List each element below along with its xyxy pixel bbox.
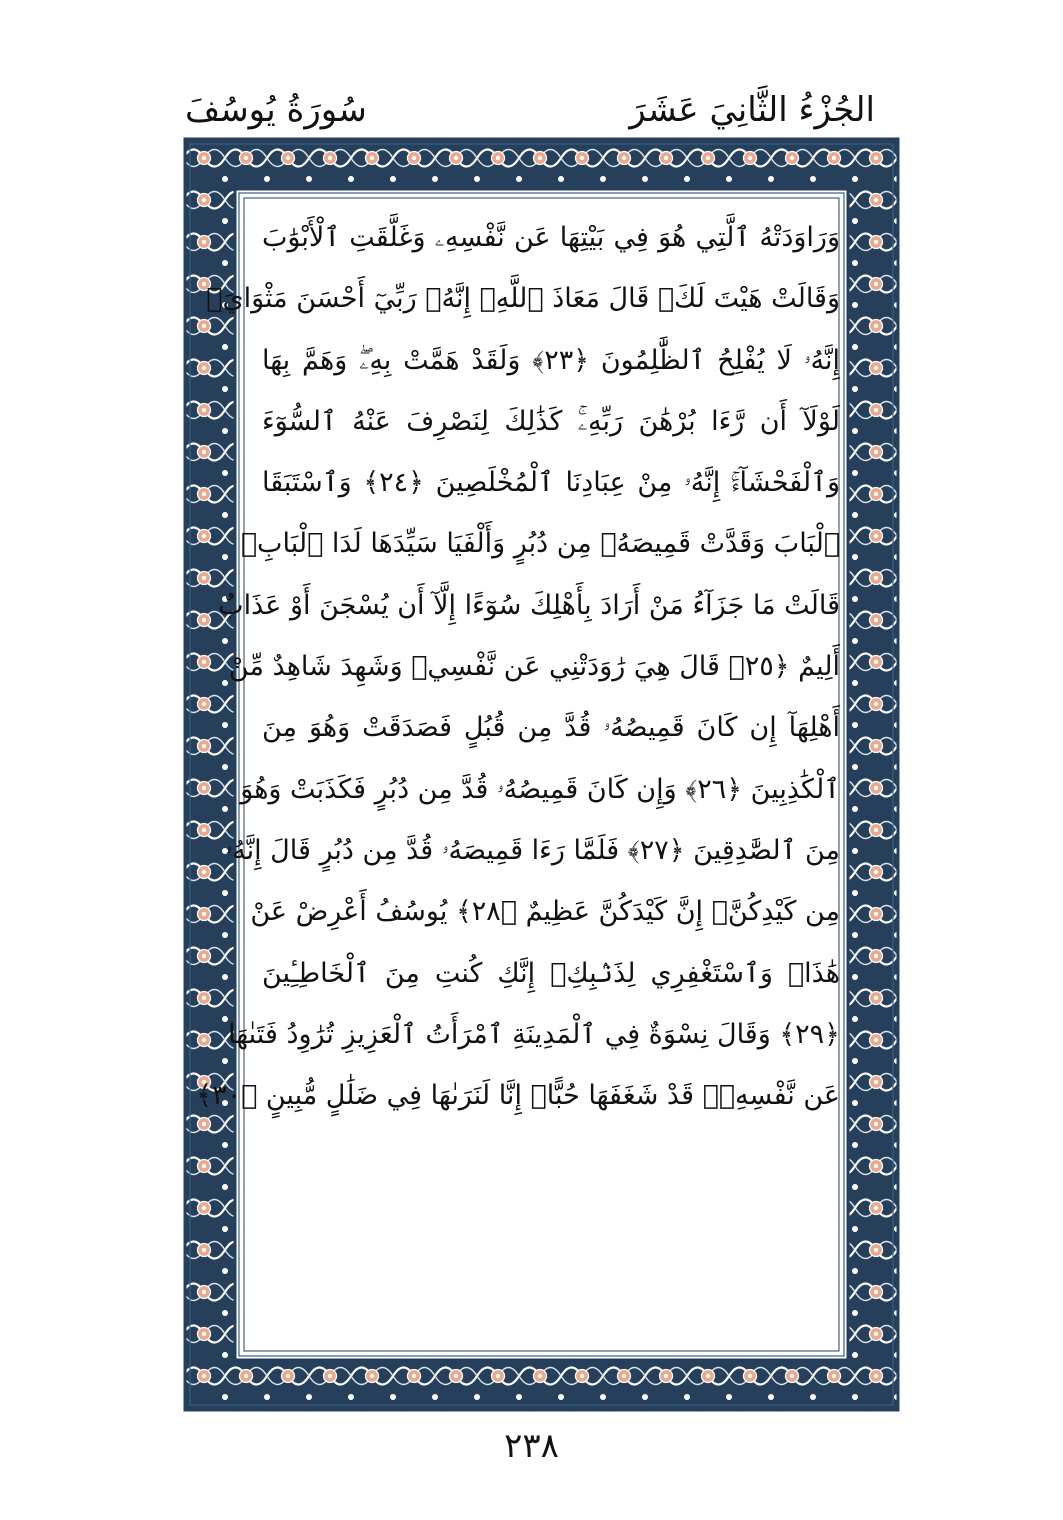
surah-title: سُورَةُ يُوسُفَ	[185, 90, 367, 130]
verse-line: أَهْلِهَآ إِن كَانَ قَمِيصُهُۥ قُدَّ مِن قُبُلٍ فَصَدَقَتْ وَهُوَ مِنَ	[262, 712, 840, 744]
page-number: ٢٣٨	[504, 1426, 559, 1466]
quran-text-block	[196, 207, 840, 1340]
juz-title: الجُزْءُ الثَّانِيَ عَشَرَ	[629, 90, 875, 130]
verse-line: ٱلْبَابَ وَقَدَّتْ قَمِيصَهُۥ مِن دُبُرٍ وَأَلْفَيَا سَيِّدَهَا لَدَا ٱلْبَابِۚ	[240, 528, 840, 560]
verse-line: وَٱلْفَحْشَآءَۚ إِنَّهُۥ مِنْ عِبَادِنَا ٱلْمُخْلَصِينَ ﴿٢٤﴾ وَٱسْتَبَقَا	[262, 467, 840, 499]
verse-line: ٱلْكَٰذِبِينَ ﴿٢٦﴾ وَإِن كَانَ قَمِيصُهُۥ قُدَّ مِن دُبُرٍ فَكَذَبَتْ وَهُوَ	[240, 773, 840, 805]
verse-line: ﴿٢٩﴾ وَقَالَ نِسْوَةٌ فِي ٱلْمَدِينَةِ ٱمْرَأَتُ ٱلْعَزِيزِ تُرَٰوِدُ فَتَىٰهَا	[227, 1018, 840, 1050]
verse-line: عَن نَّفْسِهِۦۖ قَدْ شَغَفَهَا حُبًّاۖ إِنَّا لَنَرَىٰهَا فِي ضَلَٰلٍ مُّبِينٍ ﴿٣٠﴾	[196, 1080, 840, 1112]
verse-line: هَٰذَاۚ وَٱسْتَغْفِرِي لِذَنۢبِكِۖ إِنَّكِ كُنتِ مِنَ ٱلْخَاطِـِٔينَ	[262, 957, 840, 989]
verse-line: مِنَ ٱلصَّٰدِقِينَ ﴿٢٧﴾ فَلَمَّا رَءَا قَمِيصَهُۥ قُدَّ مِن دُبُرٍ قَالَ إِنَّهُۥ	[225, 834, 840, 866]
verse-line: وَقَالَتْ هَيْتَ لَكَۚ قَالَ مَعَاذَ ٱللَّهِۖ إِنَّهُۥ رَبِّيٓ أَحْسَنَ مَثْوَايَۖ	[206, 283, 840, 315]
verse-line: لَوْلَآ أَن رَّءَا بُرْهَٰنَ رَبِّهِۦۚ كَذَٰلِكَ لِنَصْرِفَ عَنْهُ ٱلسُّوٓءَ	[262, 405, 840, 437]
verse-line: أَلِيمٌ ﴿٢٥﴾ قَالَ هِيَ رَٰوَدَتْنِي عَن نَّفْسِيۚ وَشَهِدَ شَاهِدٌ مِّنْ	[228, 651, 840, 683]
verse-line: قَالَتْ مَا جَزَآءُ مَنْ أَرَادَ بِأَهْلِكَ سُوٓءًا إِلَّآ أَن يُسْجَنَ أَوْ عَذَابٌ	[218, 589, 840, 621]
verse-line: إِنَّهُۥ لَا يُفْلِحُ ٱلظَّٰلِمُونَ ﴿٢٣﴾ وَلَقَدْ هَمَّتْ بِهِۦۖ وَهَمَّ بِهَا	[262, 344, 840, 376]
verse-line: وَرَاوَدَتْهُ ٱلَّتِي هُوَ فِي بَيْتِهَا عَن نَّفْسِهِۦ وَغَلَّقَتِ ٱلْأَبْوَٰبَ	[262, 222, 840, 253]
verse-line: مِن كَيْدِكُنَّۖ إِنَّ كَيْدَكُنَّ عَظِيمٌ ﴿٢٨﴾ يُوسُفُ أَعْرِضْ عَنْ	[250, 896, 840, 928]
